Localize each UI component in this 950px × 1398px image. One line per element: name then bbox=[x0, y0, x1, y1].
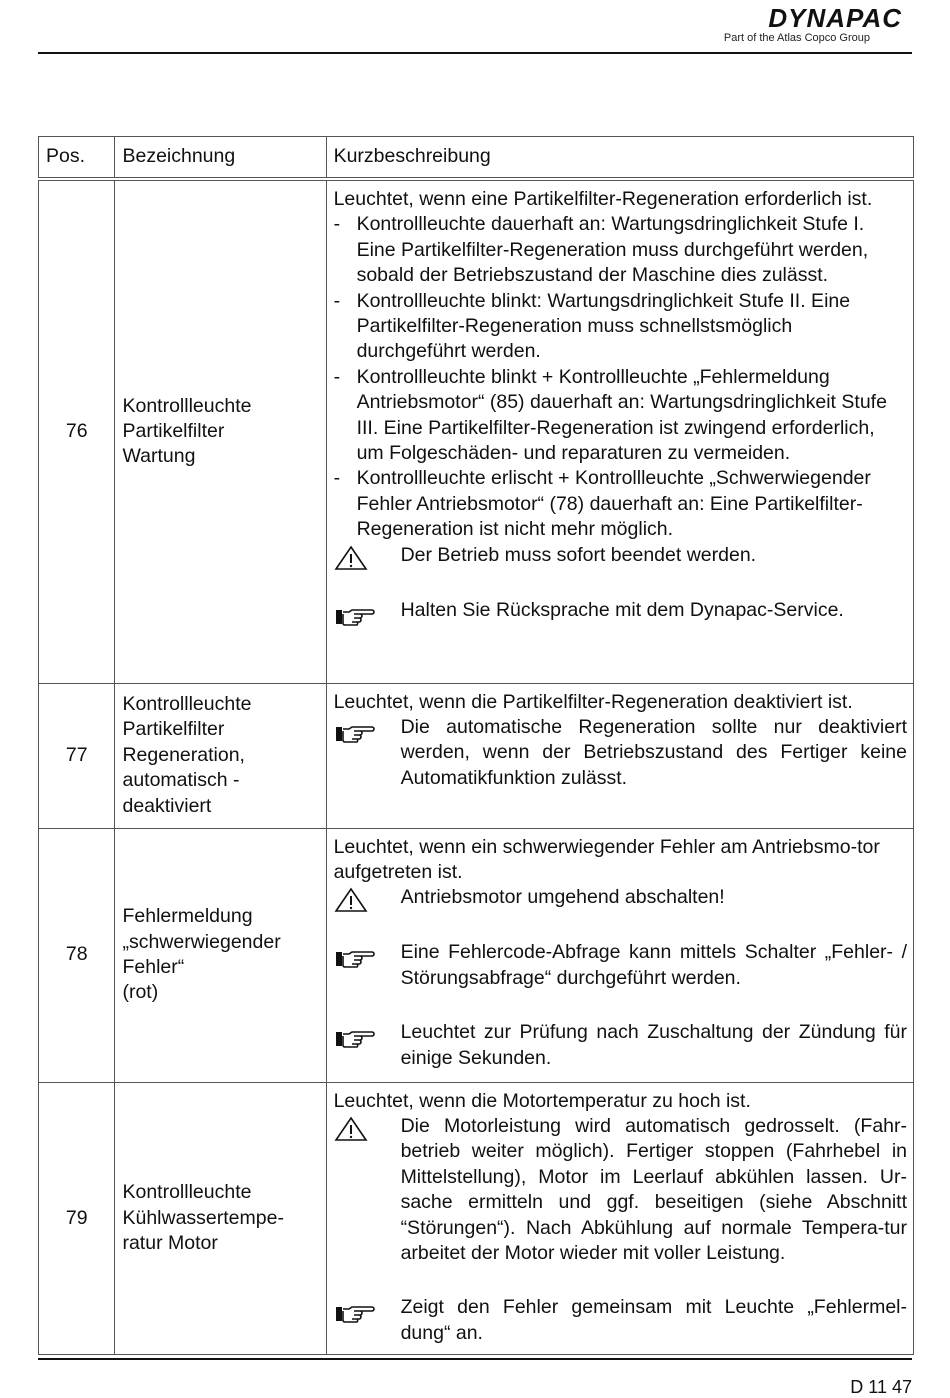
row-intro: Leuchtet, wenn die Partikelfilter-Regeneration deaktiviert ist. bbox=[333, 690, 853, 713]
pointing-hand-icon bbox=[334, 1295, 401, 1321]
top-divider bbox=[38, 52, 912, 54]
row-name bbox=[115, 179, 326, 683]
note-item bbox=[334, 543, 907, 569]
bullet-dash: - bbox=[333, 365, 341, 388]
row-pos: 76 bbox=[39, 179, 115, 683]
note-text: Antriebsmotor umgehend abschalten! bbox=[400, 886, 725, 909]
table-row bbox=[39, 683, 914, 828]
row-description bbox=[326, 683, 913, 828]
note-item bbox=[334, 715, 907, 791]
row-name-line: (rot) bbox=[122, 981, 159, 1004]
row-name-line: Fehlermeldung bbox=[122, 905, 253, 928]
bullet-dash: - bbox=[333, 289, 341, 312]
row-name bbox=[115, 1082, 326, 1355]
table-row bbox=[39, 179, 914, 683]
row-description bbox=[326, 179, 913, 683]
row-name-line: Fehler“ bbox=[122, 956, 185, 978]
note-item bbox=[334, 885, 907, 911]
bullet-dash: - bbox=[333, 213, 341, 236]
bullet-item bbox=[334, 466, 907, 542]
row-pos: 77 bbox=[39, 683, 115, 828]
row-pos: 78 bbox=[39, 828, 115, 1082]
note-text: Der Betrieb muss sofort beendet werden. bbox=[400, 543, 757, 566]
note-text: Zeigt den Fehler gemeinsam mit Leuchte „Fehlermel-dung“ an. bbox=[400, 1296, 907, 1344]
bullet-item bbox=[334, 289, 907, 365]
note-text: Leuchtet zur Prüfung nach Zuschaltung der Zündung für einige Sekunden. bbox=[400, 1021, 907, 1069]
row-name-line: Partikelfilter bbox=[122, 718, 225, 741]
bullet-item bbox=[334, 365, 907, 467]
row-name-line: Partikelfilter bbox=[122, 420, 225, 443]
bullet-text: Kontrollleuchte dauerhaft an: Wartungsdringlichkeit Stufe I. Eine Partikelfilter-Regeneration muss durchgeführt werden, sobald der Betriebszustand der Maschine dies zulässt. bbox=[356, 213, 869, 287]
svg-text:DYNAPAC: DYNAPAC bbox=[768, 6, 902, 30]
pointing-hand-icon bbox=[334, 598, 401, 624]
pointing-hand-icon bbox=[334, 1020, 401, 1046]
row-description bbox=[326, 828, 913, 1082]
row-name-line: Kühlwassertempe- bbox=[122, 1206, 284, 1229]
note-text: Eine Fehlercode-Abfrage kann mittels Schalter „Fehler- / Störungsabfrage“ durchgeführt werden. bbox=[400, 941, 907, 989]
note-text: Halten Sie Rücksprache mit dem Dynapac-Service. bbox=[400, 598, 844, 621]
warning-icon bbox=[334, 543, 401, 569]
note-text: Die automatische Regeneration sollte nur deaktiviert werden, wenn der Betriebszustand des Fertiger keine Automatikfunktion zulässt. bbox=[400, 715, 907, 789]
row-name-line: „schwerwiegender bbox=[122, 930, 281, 953]
bullet-text: Kontrollleuchte blinkt + Kontrollleuchte „Fehlermeldung Antriebsmotor“ (85) dauerhaft an: Wartungsdringlichkeit Stufe III. Eine Partikelfilter-Regeneration ist zwingend erforderlich, um Folgeschäden- und reparaturen zu vermeiden. bbox=[356, 365, 887, 465]
row-name-line: Kontrollleuchte bbox=[122, 394, 252, 417]
bottom-divider bbox=[38, 1358, 912, 1360]
row-name bbox=[115, 683, 326, 828]
pointing-hand-icon bbox=[334, 940, 401, 966]
note-item bbox=[334, 598, 907, 624]
row-description bbox=[326, 1082, 913, 1355]
page-number: D 11 47 bbox=[850, 1377, 912, 1397]
row-pos: 79 bbox=[39, 1082, 115, 1355]
row-intro: Leuchtet, wenn eine Partikelfilter-Regeneration erforderlich ist. bbox=[333, 188, 873, 210]
pointing-hand-icon bbox=[334, 715, 401, 741]
row-intro: Leuchtet, wenn ein schwerwiegender Fehler am Antriebsmo-tor aufgetreten ist. bbox=[333, 835, 880, 883]
row-name bbox=[115, 828, 326, 1082]
header-pos: Pos. bbox=[39, 137, 115, 180]
brand-tagline: Part of the Atlas Copco Group bbox=[723, 32, 870, 44]
note-item bbox=[334, 1020, 907, 1071]
row-intro: Leuchtet, wenn die Motortemperatur zu hoch ist. bbox=[333, 1089, 751, 1112]
bullet-item bbox=[334, 212, 907, 288]
row-name-line: deaktiviert bbox=[122, 794, 212, 817]
note-text: Die Motorleistung wird automatisch gedrosselt. (Fahr-betrieb weiter möglich). Fertiger stoppen (Fahrhebel in Mittelstellung), Motor im Leerlauf abkühlen lassen. Ur-sache ermitteln und ggf. beseitigen (siehe Abschnitt “Störungen“). Nach Abkühlung auf normale Tempera-tur arbeitet der Motor wieder mit voller Leistung. bbox=[400, 1114, 907, 1264]
dynapac-logo-icon bbox=[682, 6, 902, 30]
note-item bbox=[334, 1114, 907, 1266]
bullet-dash: - bbox=[333, 467, 341, 490]
row-name-line: automatisch - bbox=[122, 769, 240, 792]
bullet-text: Kontrollleuchte blinkt: Wartungsdringlichkeit Stufe II. Eine Partikelfilter-Regeneration muss schnellstsmöglich durchgeführt werden. bbox=[356, 289, 851, 363]
table-header-row bbox=[39, 137, 914, 180]
header-name: Bezeichnung bbox=[115, 137, 326, 180]
note-item bbox=[334, 1295, 907, 1346]
row-name-line: Kontrollleuchte bbox=[122, 692, 252, 715]
row-name-line: Kontrollleuchte bbox=[122, 1181, 252, 1204]
brand-logo bbox=[642, 6, 902, 44]
row-name-line: Regeneration, bbox=[122, 743, 245, 766]
indicator-table bbox=[38, 136, 914, 1355]
warning-icon bbox=[334, 1114, 401, 1140]
row-name-line: ratur Motor bbox=[122, 1232, 218, 1255]
table-row bbox=[39, 828, 914, 1082]
bullet-text: Kontrollleuchte erlischt + Kontrollleuchte „Schwerwiegender Fehler Antriebsmotor“ (78) dauerhaft an: Eine Partikelfilter-Regeneration ist nicht mehr möglich. bbox=[356, 467, 871, 541]
header-desc: Kurzbeschreibung bbox=[326, 137, 913, 180]
table-row bbox=[39, 1082, 914, 1355]
row-name-line: Wartung bbox=[122, 445, 196, 468]
note-item bbox=[334, 940, 907, 991]
warning-icon bbox=[334, 885, 401, 911]
